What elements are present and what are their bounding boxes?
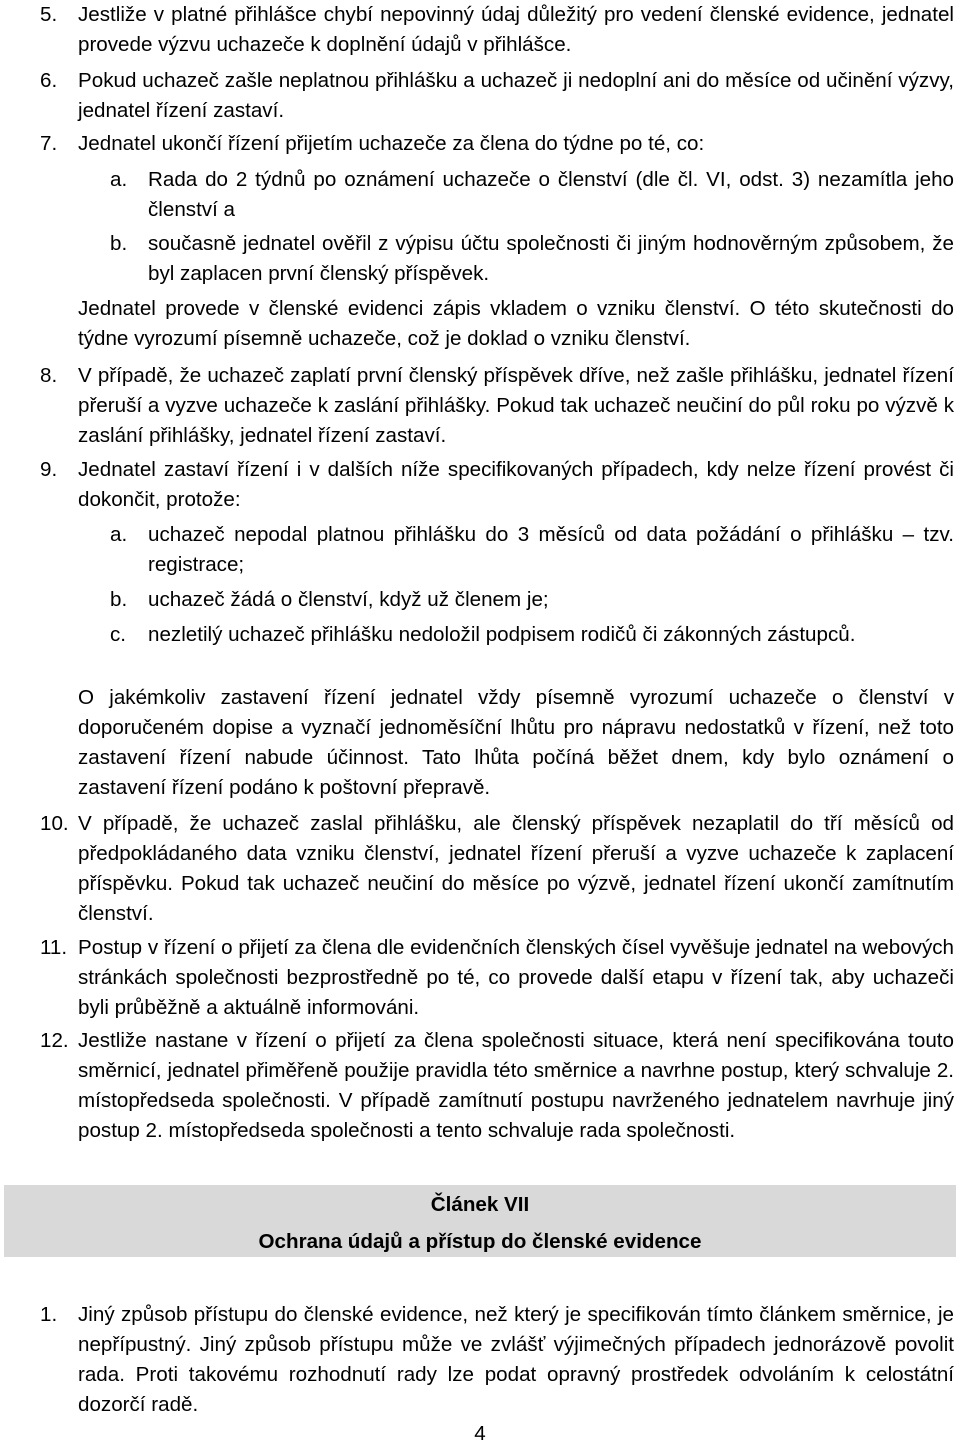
subitem-label: a.	[110, 168, 128, 191]
item-text: Jednatel zastaví řízení i v dalších níže specifikovaných případech, kdy nelze řízení provést či dokončit, protože:	[78, 458, 954, 512]
item-continuation: O jakémkoliv zastavení řízení jednatel vždy písemně vyrozumí uchazeče o členství v doporučeném dopise a vyznačí jednoměsíční lhůtu pro nápravu nedostatků v řízení, než toto zastavení řízení nabude účinnost. Tato lhůta počíná běžet dnem, kdy bylo oznámení o zastavení řízení podáno k poštovní přepravě.	[78, 686, 954, 800]
subitem-text: současně jednatel ověřil z výpisu účtu společnosti či jiným hodnověrným způsobem, že byl zaplacen první členský příspěvek.	[148, 232, 954, 286]
item-number: 5.	[40, 3, 58, 26]
item-text: Jestliže v platné přihlášce chybí nepovinný údaj důležitý pro vedení členské evidence, jednatel provede výzvu uchazeče k doplnění údajů v přihlášce.	[78, 3, 954, 57]
item-number: 1.	[40, 1303, 58, 1326]
item-text: V případě, že uchazeč zaplatí první členský příspěvek dříve, než zašle přihlášku, jednatel řízení přeruší a vyzve uchazeče k zaslání přihlášky. Pokud tak uchazeč neučiní do půl roku po výzvě k zaslání přihlášky, jednatel řízení zastaví.	[78, 364, 954, 448]
item-text: Pokud uchazeč zašle neplatnou přihlášku a uchazeč ji nedoplní ani do měsíce od učinění výzvy, jednatel řízení zastaví.	[78, 69, 954, 123]
item-text: V případě, že uchazeč zaslal přihlášku, ale členský příspěvek nezaplatil do tří měsíců od předpokládaného data vzniku členství, jednatel řízení přeruší a vyzve uchazeče k zaplacení příspěvku. Pokud tak uchazeč neučiní do měsíce po výzvě, jednatel řízení ukončí zamítnutím členství.	[78, 812, 954, 926]
page-number: 4	[474, 1422, 486, 1445]
subitem-text: uchazeč žádá o členství, když už členem je;	[148, 588, 549, 611]
subitem-text: Rada do 2 týdnů po oznámení uchazeče o členství (dle čl. VI, odst. 3) nezamítla jeho členství a	[148, 168, 954, 222]
subitem-label: b.	[110, 588, 128, 611]
item-number: 6.	[40, 69, 58, 92]
item-number: 8.	[40, 364, 58, 387]
subitem-text: nezletilý uchazeč přihlášku nedoložil podpisem rodičů či zákonných zástupců.	[148, 623, 856, 646]
subitem-label: a.	[110, 523, 128, 546]
item-number: 7.	[40, 132, 58, 155]
item-text: Jiný způsob přístupu do členské evidence, než který je specifikován tímto článkem směrnice, je nepřípustný. Jiný způsob přístupu může ve zvlášť výjimečných případech jednorázově povolit rada. Proti takovému rozhodnutí rady lze podat opravný prostředek odvoláním k celostátní dozorčí radě.	[78, 1303, 954, 1417]
item-number: 9.	[40, 458, 58, 481]
subitem-text: uchazeč nepodal platnou přihlášku do 3 měsíců od data požádání o přihlášku – tzv. registrace;	[148, 523, 954, 577]
subitem-label: b.	[110, 232, 128, 255]
item-text: Jestliže nastane v řízení o přijetí za člena společnosti situace, která není specifikována touto směrnicí, jednatel přiměřeně použije pravidla této směrnice a navrhne postup, který schvaluje 2. místopředseda společnosti. V případě zamítnutí postupu navrženého jednatelem navrhuje jiný postup 2. místopředseda společnosti a tento schvaluje rada společnosti.	[78, 1029, 954, 1143]
item-number: 11.	[40, 936, 68, 959]
item-text: Jednatel ukončí řízení přijetím uchazeče za člena do týdne po té, co:	[78, 132, 705, 155]
item-number: 12.	[40, 1029, 69, 1052]
article-title: Ochrana údajů a přístup do členské evidence	[258, 1230, 702, 1253]
item-continuation: Jednatel provede v členské evidenci zápis vkladem o vzniku členství. O této skutečnosti do týdne vyrozumí písemně uchazeče, což je doklad o vzniku členství.	[78, 297, 954, 351]
article-number: Článek VII	[430, 1193, 530, 1216]
item-number: 10.	[40, 812, 69, 835]
item-text: Postup v řízení o přijetí za člena dle evidenčních členských čísel vyvěšuje jednatel na webových stránkách společnosti bezprostředně po té, co provede další etapu v řízení tak, aby uchazeči byli průběžně a aktuálně informováni.	[78, 936, 954, 1020]
subitem-label: c.	[110, 623, 127, 646]
